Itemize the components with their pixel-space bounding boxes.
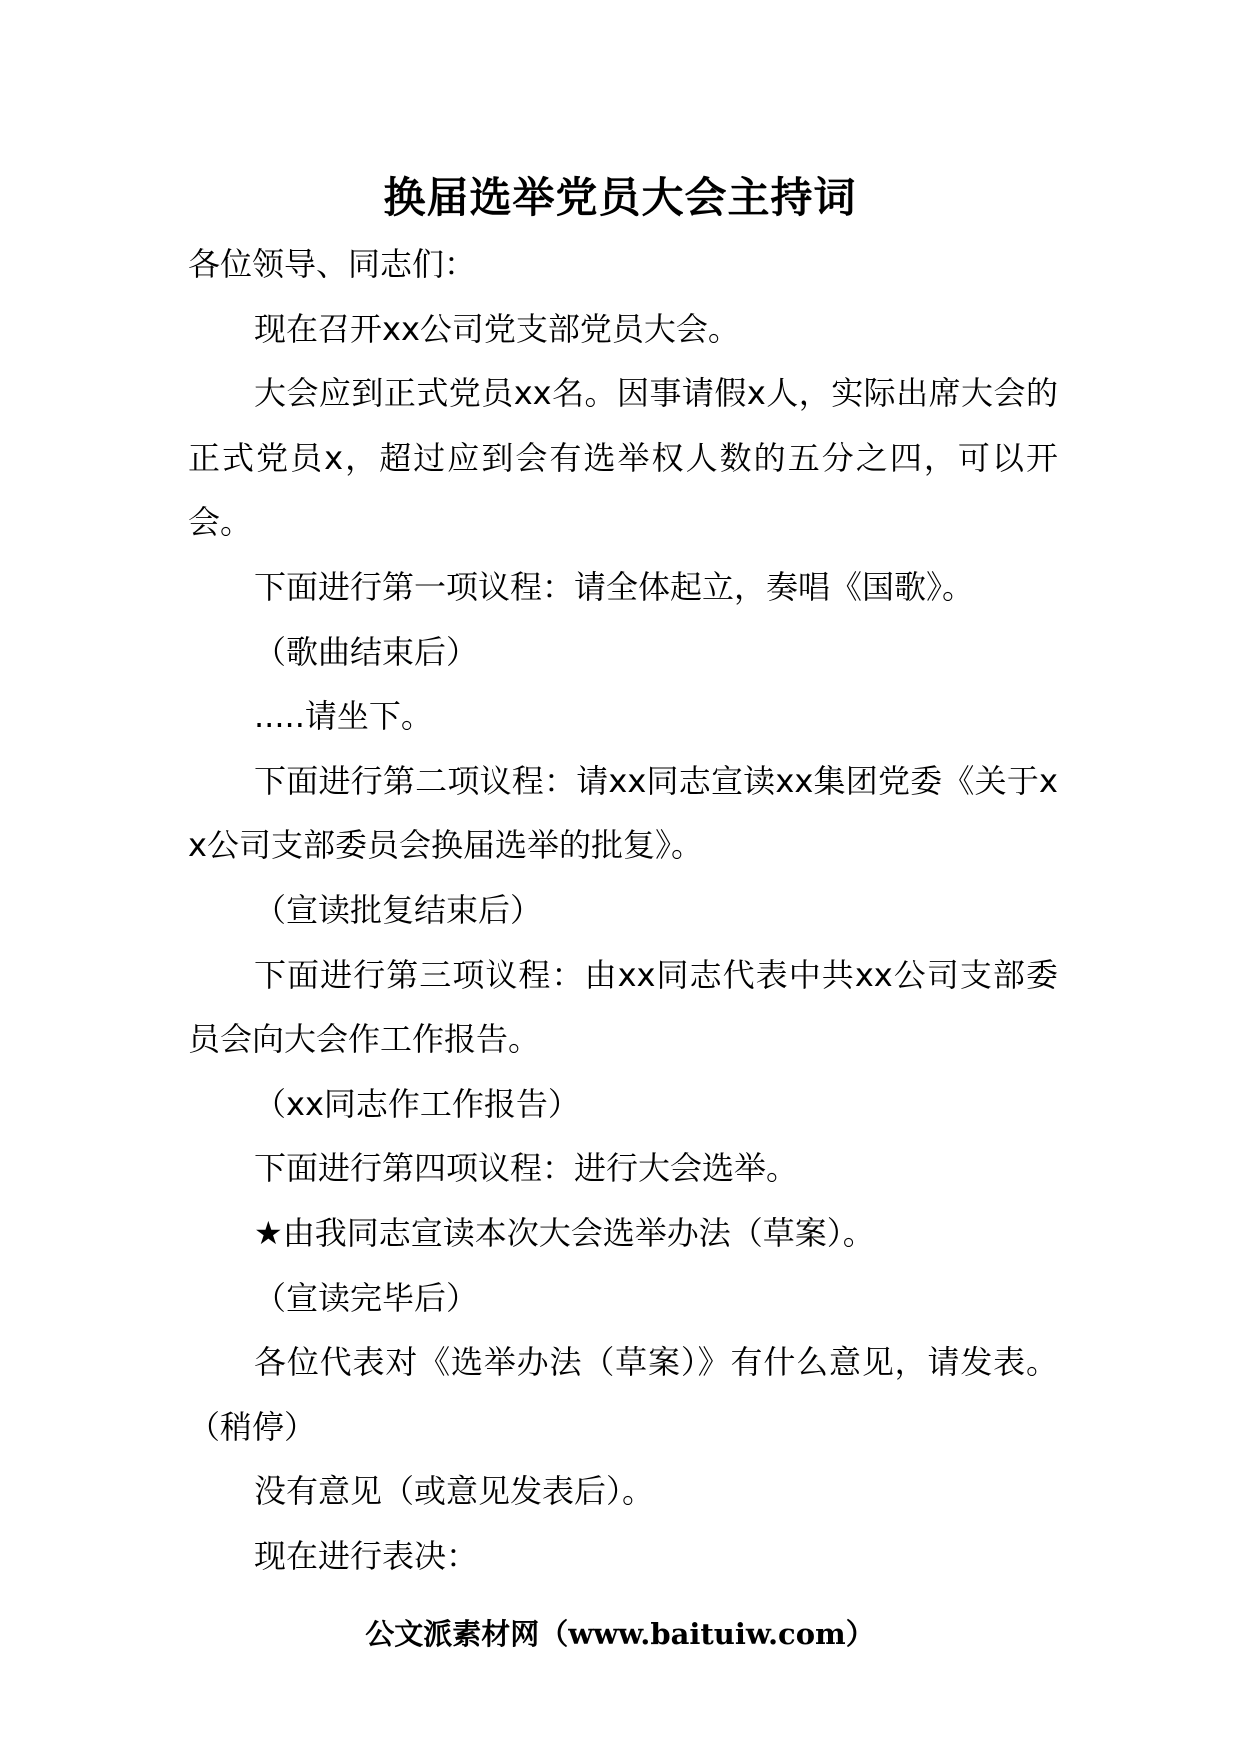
paragraph-attendance: 大会应到正式党员xx名。因事请假x人，实际出席大会的正式党员x，超过应到会有选举权人数的五分之四，可以开会。 xyxy=(188,374,1058,542)
paragraph-election-rules: ★由我同志宣读本次大会选举办法（草案）。 xyxy=(254,1213,875,1252)
document-title: 换届选举党员大会主持词 xyxy=(383,173,857,222)
paragraph-agenda-2: 下面进行第二项议程：请xx同志宣读xx集团党委《关于xx公司支部委员会换届选举的批复》。 xyxy=(188,761,1058,865)
stage-note-reading-done: （宣读完毕后） xyxy=(254,1278,479,1317)
stage-note-work-report: （xx同志作工作报告） xyxy=(254,1084,580,1123)
stage-note-approval-read: （宣读批复结束后） xyxy=(254,890,543,929)
stage-note-song-ends: （歌曲结束后） xyxy=(254,632,479,671)
paragraph-no-opinions: 没有意见（或意见发表后）。 xyxy=(254,1472,655,1511)
paragraph-opening: 现在召开xx公司党支部党员大会。 xyxy=(254,309,740,348)
document-body xyxy=(188,232,1058,1588)
paragraph-agenda-4: 下面进行第四项议程：进行大会选举。 xyxy=(254,1149,799,1188)
paragraph-agenda-1: 下面进行第一项议程：请全体起立，奏唱《国歌》。 xyxy=(254,567,975,606)
paragraph-sit-down: .....请坐下。 xyxy=(254,697,433,736)
paragraph-call-for-opinions: 各位代表对《选举办法（草案）》有什么意见，请发表。（稍停） xyxy=(188,1343,1058,1446)
paragraph-vote: 现在进行表决： xyxy=(254,1536,479,1575)
paragraph-agenda-3: 下面进行第三项议程：由xx同志代表中共xx公司支部委员会向大会作工作报告。 xyxy=(188,955,1058,1059)
salutation: 各位领导、同志们： xyxy=(188,245,477,283)
footer-source: 公文派素材网（www.baituiw.com） xyxy=(365,1617,875,1651)
